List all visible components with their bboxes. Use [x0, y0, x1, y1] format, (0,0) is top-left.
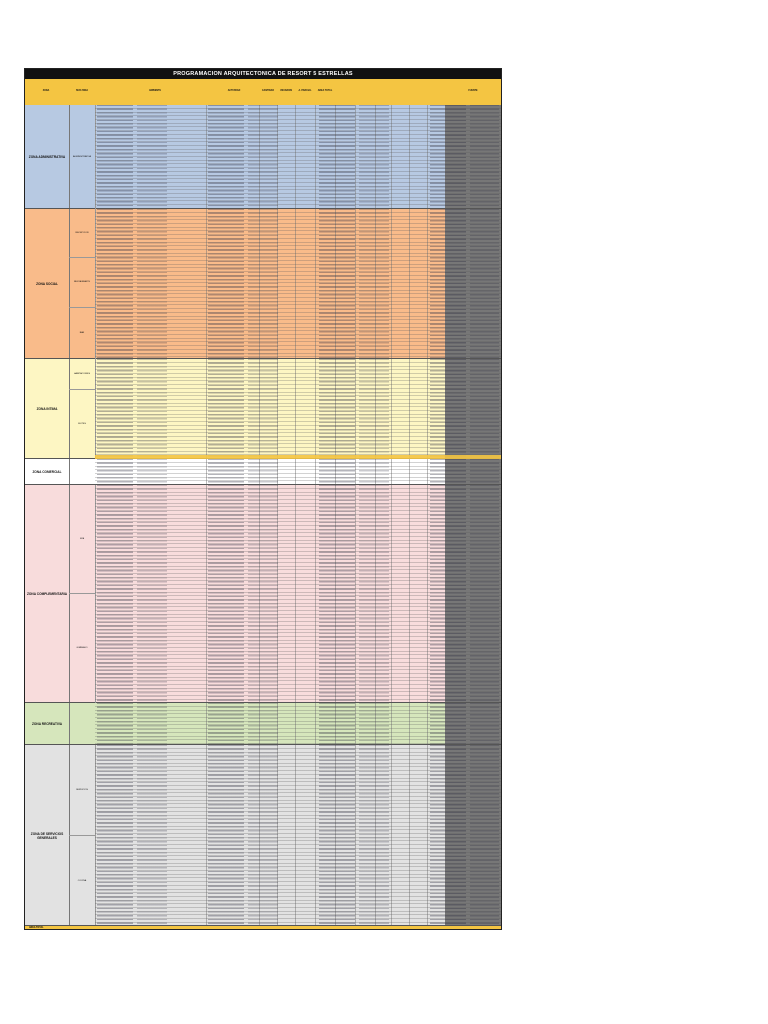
zone-text-lines	[97, 703, 499, 744]
header-sub-zona: SUB ZONA	[76, 90, 88, 92]
zone-label: ZONA COMPLEMENTARIA	[25, 485, 70, 702]
total-area-footer: AREA TOTAL	[25, 925, 501, 929]
zone-intima	[25, 359, 501, 459]
sub-zone-label: BAR	[69, 307, 96, 359]
zone-recreativa	[25, 703, 501, 745]
header-usuarios: USUARIOS	[279, 90, 293, 92]
zone-text-lines	[97, 745, 499, 927]
zone-complementaria	[25, 485, 501, 703]
sheet-title: PROGRAMACION ARQUITECTONICA DE RESORT 5 ESTRELLAS	[25, 69, 501, 79]
zone-text-lines	[97, 105, 499, 208]
header-ambiente: AMBIENTE	[149, 90, 161, 92]
zone-servicios-generales	[25, 745, 501, 927]
sub-zone-label: SUITES	[69, 389, 96, 459]
header-area-total: AREA TOTAL	[317, 90, 333, 92]
zone-text-lines	[97, 459, 499, 484]
sub-zone-label: HABITACIONES	[69, 359, 96, 390]
header-zona: ZONA	[42, 90, 50, 92]
zone-comercial	[25, 459, 501, 485]
zone-label: ZONA RECREATIVA	[25, 703, 70, 744]
zone-text-lines	[97, 359, 499, 458]
zone-administrativa	[25, 105, 501, 209]
sub-zone-label: SPA	[69, 485, 96, 594]
zone-text-lines	[97, 485, 499, 702]
header-actividad: ACTIVIDAD	[227, 90, 241, 92]
zone-label: ZONA DE SERVICIOS GENERALES	[25, 745, 70, 927]
zone-label: ZONA INTIMA	[25, 359, 70, 458]
zone-social	[25, 209, 501, 359]
sub-zone-label: RESTAURANTE	[69, 257, 96, 308]
sub-zone-label: COCINA	[69, 835, 96, 927]
header-cantidad: CANTIDAD	[262, 90, 274, 92]
zone-label: ZONA COMERCIAL	[25, 459, 70, 484]
header-area-parcial: A. PARCIAL	[298, 90, 312, 92]
sub-zone-label: SERVICIOS	[69, 745, 96, 836]
zone-text-lines	[97, 209, 499, 358]
zone-label: ZONA ADMINISTRATIVA	[25, 105, 70, 208]
header-fuente: FUENTE	[468, 90, 478, 92]
sub-zone-label: GIMNASIO	[69, 593, 96, 703]
zone-label: ZONA SOCIAL	[25, 209, 70, 358]
table-header	[25, 79, 501, 106]
programming-sheet	[24, 68, 502, 930]
sub-zone-label: ADMINISTRATIVA	[69, 105, 96, 209]
sub-zone-label: RECEPCION	[69, 209, 96, 258]
